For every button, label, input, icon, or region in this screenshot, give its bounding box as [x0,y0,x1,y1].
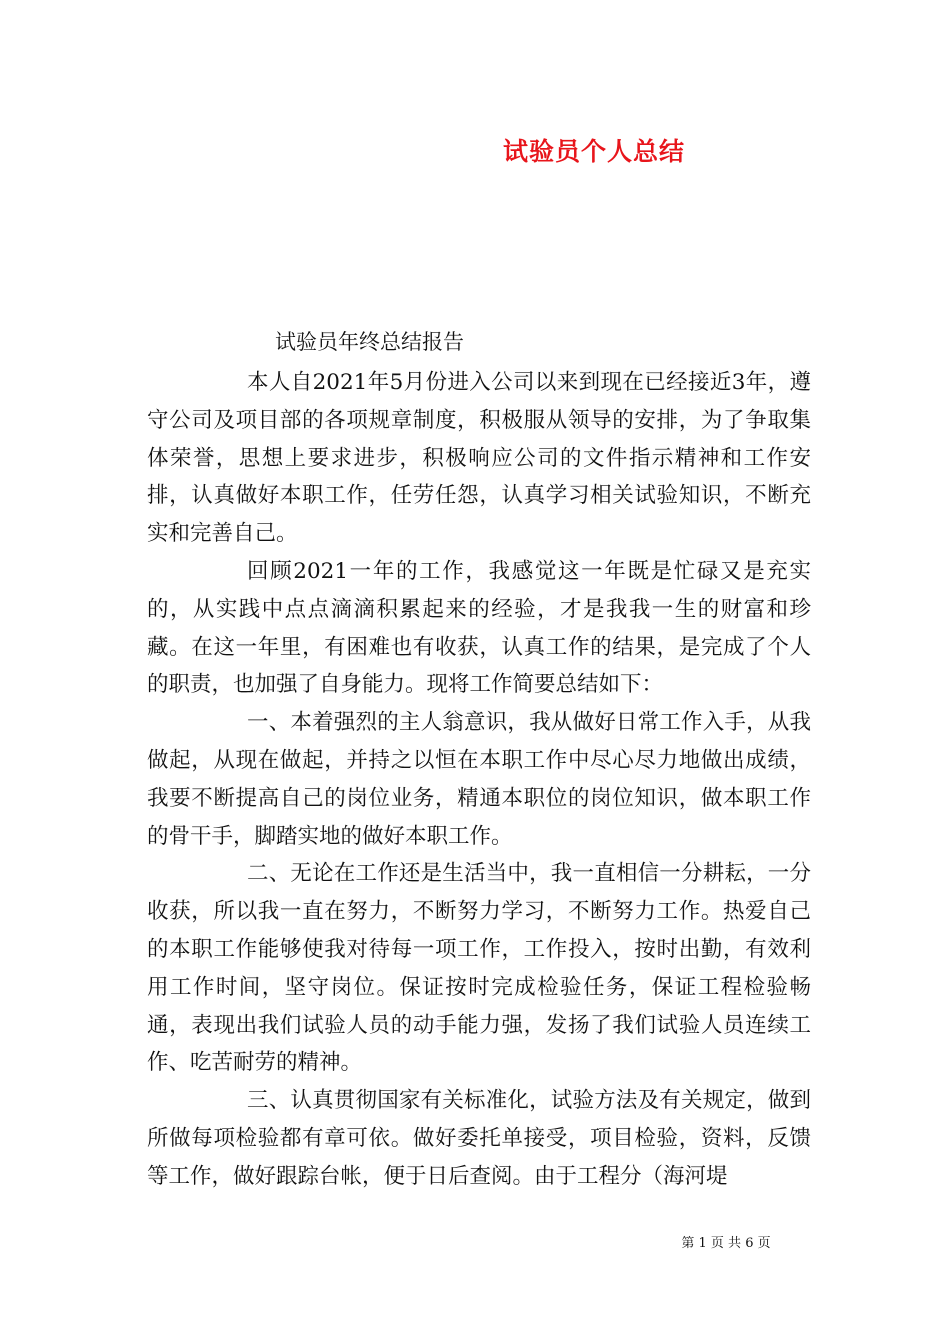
document-body [147,364,811,1196]
paragraph-point-three: 三、认真贯彻国家有关标准化，试验方法及有关规定，做到所做每项检验都有章可依。做好委托单接受，项目检验，资料，反馈等工作，做好跟踪台帐，便于日后查阅。由于工程分（海河堤 [147,1088,811,1189]
paragraph-point-two: 二、无论在工作还是生活当中，我一直相信一分耕耘，一分收获，所以我一直在努力，不断努力学习，不断努力工作。热爱自己的本职工作能够使我对待每一项工作，工作投入，按时出勤，有效利用工作时间，坚守岗位。保证按时完成检验任务，保证工程检验畅通，表现出我们试验人员的动手能力强，发扬了我们试验人员连续工作、吃苦耐劳的精神。 [147,861,811,1076]
paragraph-review: 回顾2021一年的工作，我感觉这一年既是忙碌又是充实的，从实践中点点滴滴积累起来的经验，才是我我一生的财富和珍藏。在这一年里，有困难也有收获，认真工作的结果，是完成了个人的职责，也加强了自身能力。现将工作简要总结如下： [147,558,811,698]
report-subtitle: 试验员年终总结报告 [275,330,464,354]
paragraph-intro: 本人自2021年5月份进入公司以来到现在已经接近3年，遵守公司及项目部的各项规章制度，积极服从领导的安排，为了争取集体荣誉，思想上要求进步，积极响应公司的文件指示精神和工作安排，认真做好本职工作，任劳任怨，认真学习相关试验知识，不断充实和完善自己。 [147,370,811,547]
paragraph-point-one: 一、本着强烈的主人翁意识，我从做好日常工作入手，从我做起，从现在做起，并持之以恒在本职工作中尽心尽力地做出成绩，我要不断提高自己的岗位业务，精通本职位的岗位知识，做本职工作的骨干手，脚踏实地的做好本职工作。 [147,710,811,849]
page-number-footer: 第 1 页 共 6 页 [681,1236,771,1251]
document-title: 试验员个人总结 [502,137,685,166]
